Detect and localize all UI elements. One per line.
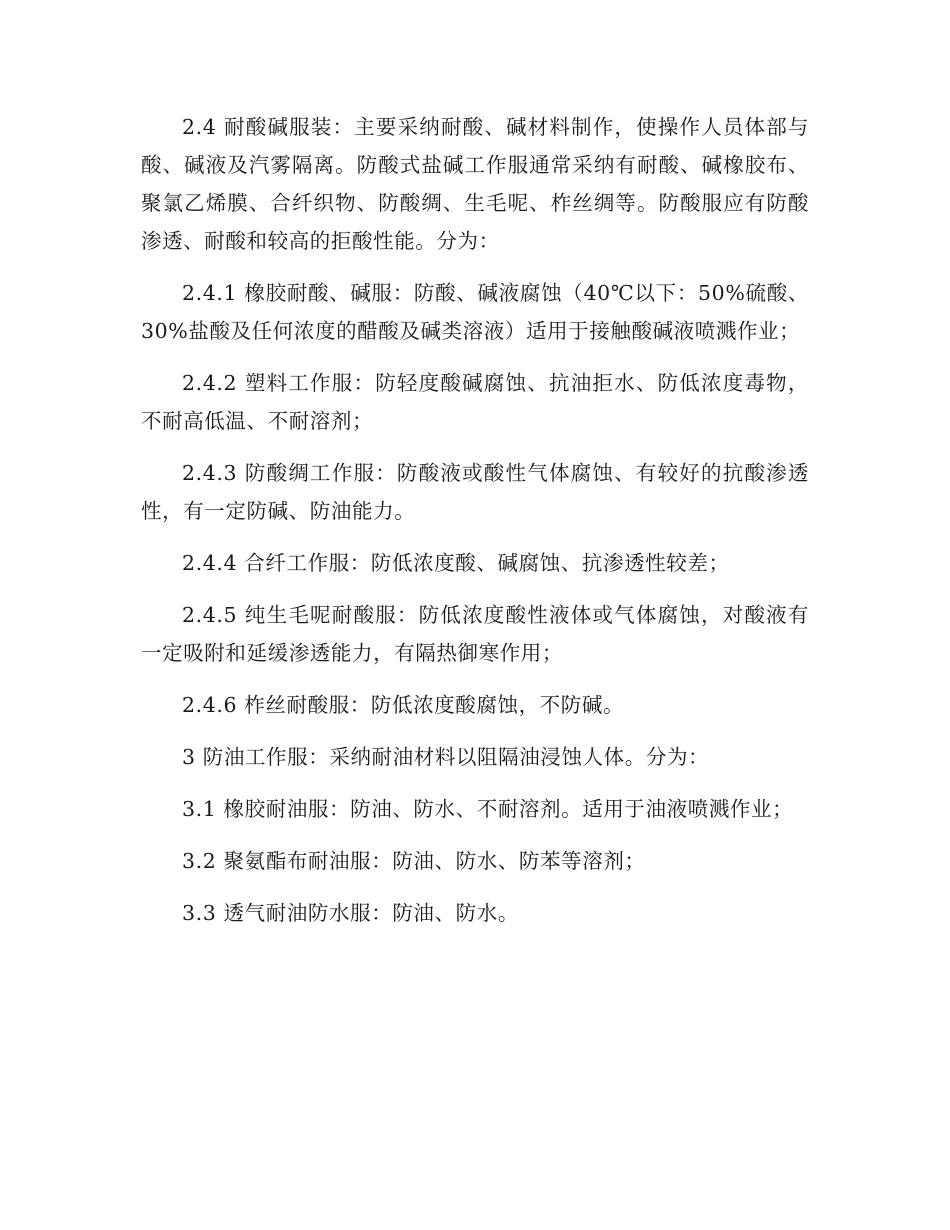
paragraph-2-4-6: 2.4.6 柞丝耐酸服：防低浓度酸腐蚀，不防碱。	[182, 693, 625, 717]
paragraph-2-4-1: 2.4.1 橡胶耐酸、碱服：防酸、碱液腐蚀（40℃以下：50%硫酸、30%盐酸及任何浓度的醋酸及碱类溶液）适用于接触酸碱液喷溅作业；	[141, 281, 809, 343]
paragraph-2-4: 2.4 耐酸碱服装：主要采纳耐酸、碱材料制作，使操作人员体部与酸、碱液及汽雾隔离。防酸式盐碱工作服通常采纳有耐酸、碱橡胶布、聚氯乙烯膜、合纤织物、防酸绸、生毛呢、柞丝绸等。防酸服应有防酸渗透、耐酸和较高的拒酸性能。分为：	[141, 115, 809, 253]
paragraph-3-2: 3.2 聚氨酯布耐油服：防油、防水、防苯等溶剂；	[182, 849, 646, 873]
document-body	[141, 108, 809, 946]
paragraph-3-1: 3.1 橡胶耐油服：防油、防水、不耐溶剂。适用于油液喷溅作业；	[182, 797, 794, 821]
paragraph-3: 3 防油工作服：采纳耐油材料以阻隔油浸蚀人体。分为：	[182, 745, 710, 769]
paragraph-2-4-3: 2.4.3 防酸绸工作服：防酸液或酸性气体腐蚀、有较好的抗酸渗透性，有一定防碱、防油能力。	[141, 461, 809, 523]
paragraph-2-4-2: 2.4.2 塑料工作服：防轻度酸碱腐蚀、抗油拒水、防低浓度毒物，不耐高低温、不耐溶剂；	[141, 371, 809, 433]
paragraph-2-4-5: 2.4.5 纯生毛呢耐酸服：防低浓度酸性液体或气体腐蚀，对酸液有一定吸附和延缓渗透能力，有隔热御寒作用；	[141, 603, 809, 665]
paragraph-3-3: 3.3 透气耐油防水服：防油、防水。	[182, 901, 519, 925]
paragraph-2-4-4: 2.4.4 合纤工作服：防低浓度酸、碱腐蚀、抗渗透性较差；	[182, 551, 730, 575]
